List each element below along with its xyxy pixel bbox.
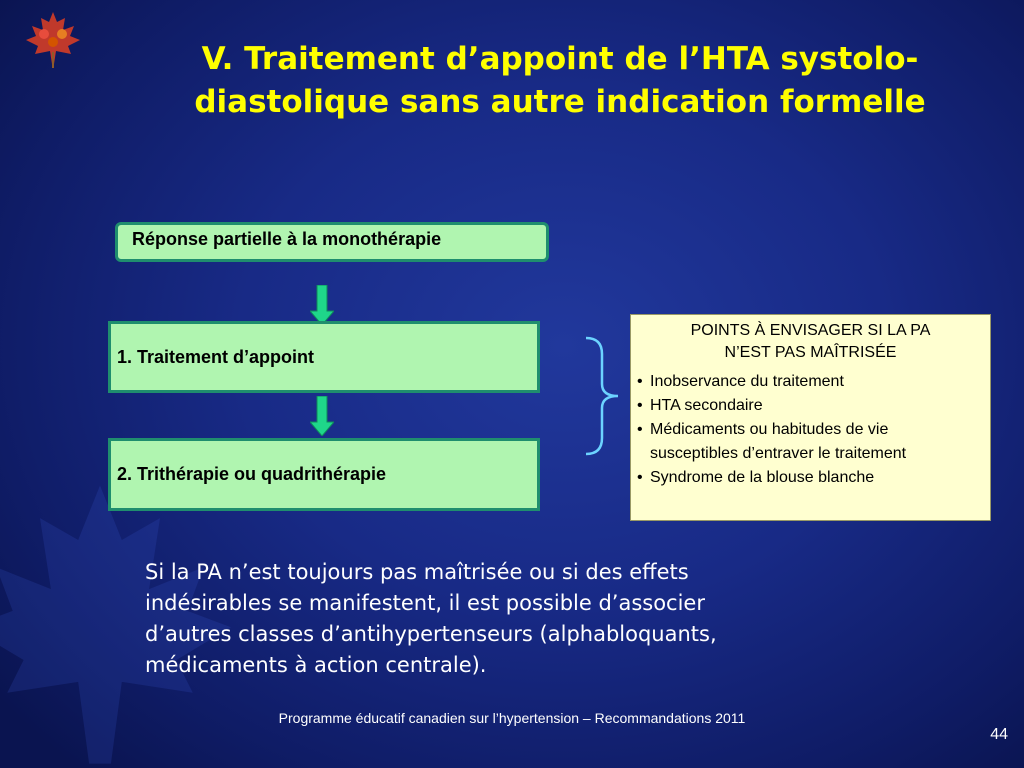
- list-item: [637, 370, 984, 394]
- title-line: diastolique sans autre indication formelle: [194, 84, 926, 120]
- note-line: indésirables se manifestent, il est possible d’associer: [145, 591, 705, 615]
- points-list: [637, 370, 984, 490]
- step2-label: 2. Trithérapie ou quadrithérapie: [117, 464, 387, 484]
- list-item-text: susceptibles d’entraver le traitement: [650, 445, 907, 462]
- note-line: d’autres classes d’antihypertenseurs (alphabloquants,: [145, 622, 717, 646]
- list-item: [637, 466, 984, 490]
- list-item-text: HTA secondaire: [650, 397, 763, 414]
- partial-response-box: [115, 222, 549, 262]
- note-line: Si la PA n’est toujours pas maîtrisée ou si des effets: [145, 560, 689, 584]
- list-item: [637, 418, 984, 466]
- list-item-text: Syndrome de la blouse blanche: [650, 469, 875, 486]
- step1-box: [108, 321, 540, 393]
- step1-label: 1. Traitement d’appoint: [117, 346, 315, 367]
- bullet-icon: •: [637, 397, 643, 414]
- list-item-text: Inobservance du traitement: [650, 373, 844, 390]
- right-curly-brace-icon: [584, 336, 620, 456]
- partial-response-label: Réponse partielle à la monothérapie: [132, 228, 442, 249]
- list-item: [637, 394, 984, 418]
- note-paragraph: [145, 557, 905, 681]
- slide-footer: Programme éducatif canadien sur l’hypertension – Recommandations 2011: [278, 710, 746, 726]
- page-number: 44: [990, 726, 1008, 743]
- points-to-consider-box: [630, 314, 991, 521]
- title-line: V. Traitement d’appoint de l’HTA systolo-: [201, 41, 919, 77]
- arrow-down-icon: [310, 285, 334, 325]
- arrow-down-icon: [310, 396, 334, 436]
- list-item-text: Médicaments ou habitudes de vie: [650, 421, 889, 438]
- points-heading: [637, 320, 984, 364]
- points-heading-line: POINTS À ENVISAGER SI LA PA: [690, 322, 931, 339]
- note-line: médicaments à action centrale).: [145, 653, 487, 677]
- maple-leaf-flowers-logo-icon: [22, 8, 84, 70]
- slide-title: [150, 38, 970, 124]
- points-heading-line: N’EST PAS MAÎTRISÉE: [724, 344, 897, 361]
- bullet-icon: •: [637, 469, 643, 486]
- bullet-icon: •: [637, 421, 643, 438]
- bullet-icon: •: [637, 373, 643, 390]
- step2-box: [108, 438, 540, 511]
